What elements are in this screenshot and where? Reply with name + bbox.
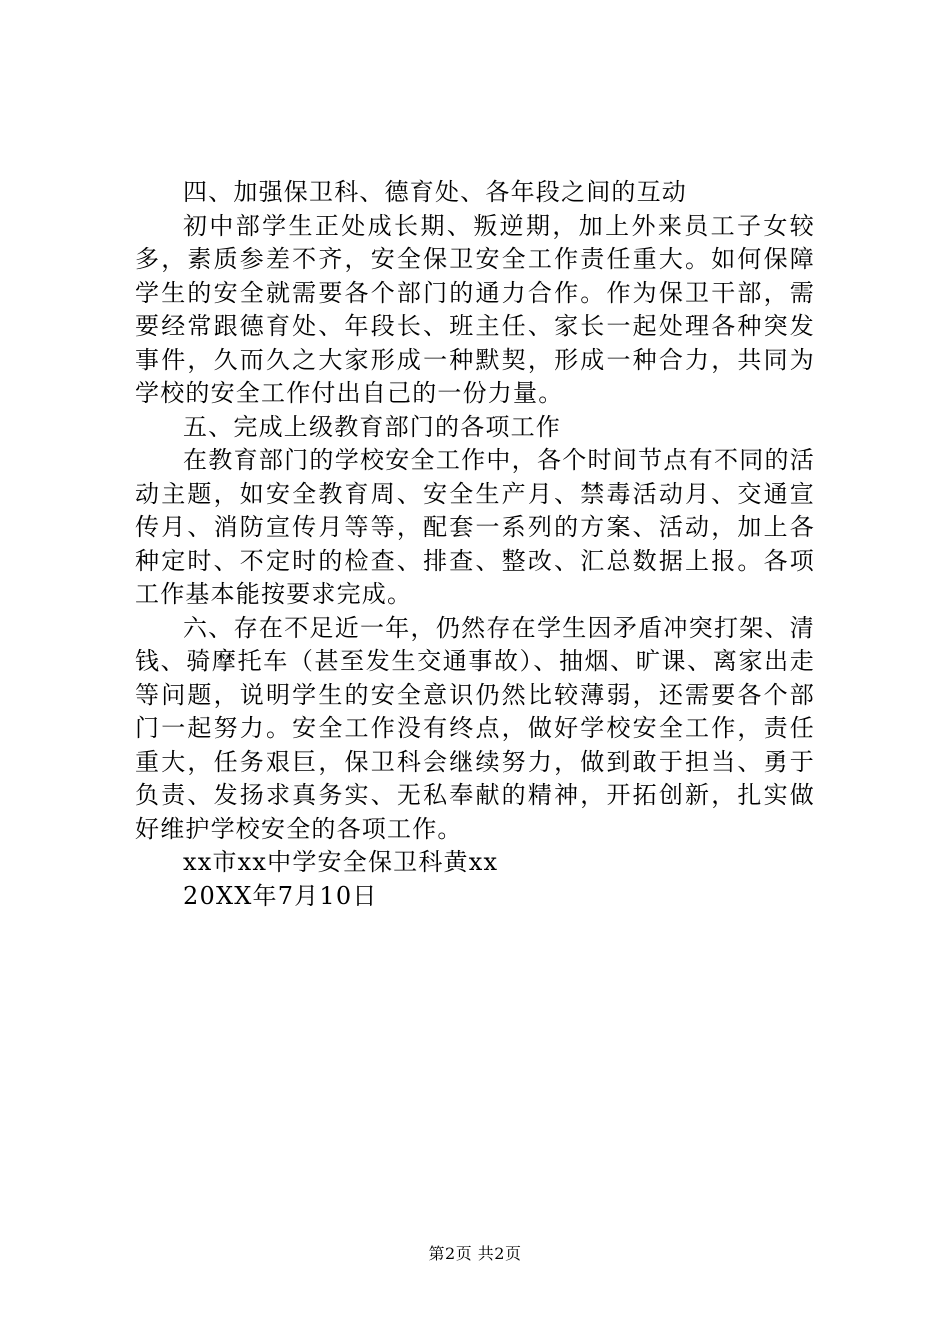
section-heading-5: 五、完成上级教育部门的各项工作 [183,412,561,441]
paragraph-interaction: 初中部学生正处成长期、叛逆期，加上外来员工子女较多，素质参差不齐，安全保卫安全工作责任重大。如何保障学生的安全就需要各个部门的通力合作。作为保卫干部，需要经常跟德育处、年段长、班主任、家长一起处理各种突发事件，久而久之大家形成一种默契，形成一种合力，共同为学校的安全工作付出自己的一份力量。 [135,211,815,407]
signature-line: xx市xx中学安全保卫科黄xx [183,848,499,876]
page-footer: 第2页 共2页 [428,1244,522,1263]
paragraph-shortcomings: 六、存在不足近一年，仍然存在学生因矛盾冲突打架、清钱、骑摩托车（甚至发生交通事故）、抽烟、旷课、离家出走等问题，说明学生的安全意识仍然比较薄弱，还需要各个部门一起努力。安全工作没有终点，做好学校安全工作，责任重大，任务艰巨，保卫科会继续努力，做到敢于担当、勇于负责、发扬求真务实、无私奉献的精神，开拓创新，扎实做好维护学校安全的各项工作。 [135,613,815,843]
section-heading-4: 四、加强保卫科、德育处、各年段之间的互动 [183,178,687,206]
paragraph-superior-tasks: 在教育部门的学校安全工作中，各个时间节点有不同的活动主题，如安全教育周、安全生产月、禁毒活动月、交通宣传月、消防宣传月等等，配套一系列的方案、活动，加上各种定时、不定时的检查、排查、整改、汇总数据上报。各项工作基本能按要求完成。 [135,446,815,608]
date-line: 20XX年7月10日 [183,881,378,910]
document-body [135,176,815,913]
